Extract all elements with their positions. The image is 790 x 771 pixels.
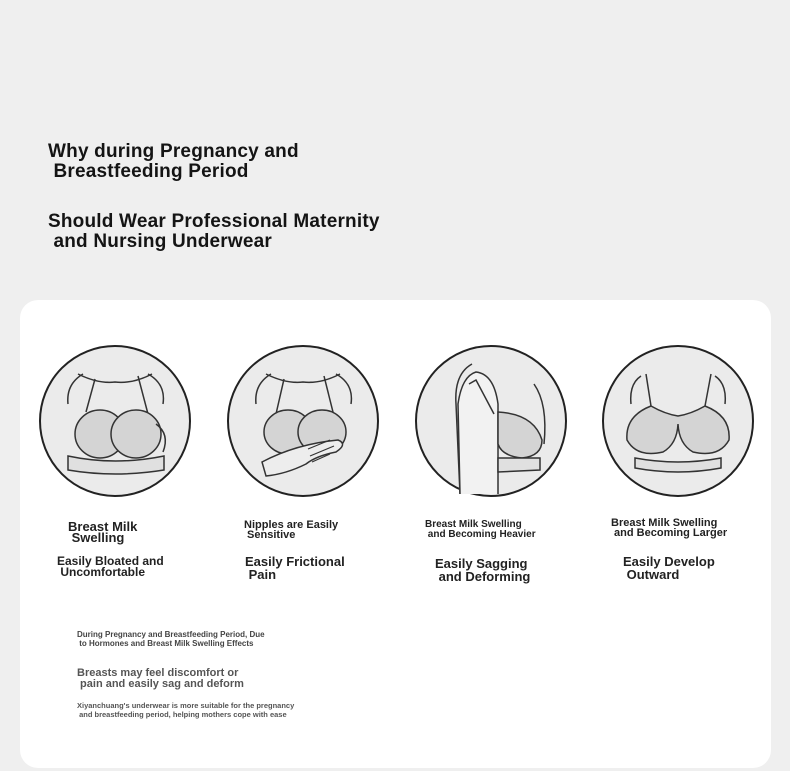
item-4-desc: Easily Develop Outward bbox=[623, 554, 715, 582]
item-3-desc: Easily Sagging and Deforming bbox=[435, 556, 531, 584]
headline-line-1: Why during Pregnancy and Breastfeeding Period bbox=[48, 141, 299, 182]
sensitive-nipples-illustration bbox=[226, 344, 380, 498]
item-4-title: Breast Milk Swelling and Becoming Larger bbox=[611, 517, 728, 539]
breast-milk-swelling-illustration bbox=[38, 344, 192, 498]
outward-breast-illustration bbox=[601, 344, 755, 498]
item-2-title: Nipples are Easily Sensitive bbox=[244, 519, 339, 541]
item-2-desc: Easily Frictional Pain bbox=[245, 554, 345, 582]
note-hormones: During Pregnancy and Breastfeeding Period, Due to Hormones and Breast Milk Swelling Effects bbox=[77, 630, 265, 648]
note-brand-underwear: Xiyanchuang's underwear is more suitable for the pregnancy and breastfeeding period, helping mothers cope with ease bbox=[77, 701, 295, 719]
headline-line-2: Should Wear Professional Maternity and Nursing Underwear bbox=[48, 211, 380, 252]
note-discomfort: Breasts may feel discomfort or pain and easily sag and deform bbox=[77, 667, 244, 690]
sagging-breast-illustration bbox=[414, 344, 568, 498]
item-1-title: Breast Milk Swelling bbox=[68, 519, 138, 545]
item-3-title: Breast Milk Swelling and Becoming Heavier bbox=[425, 519, 536, 540]
item-1-desc: Easily Bloated and Uncomfortable bbox=[57, 554, 164, 579]
